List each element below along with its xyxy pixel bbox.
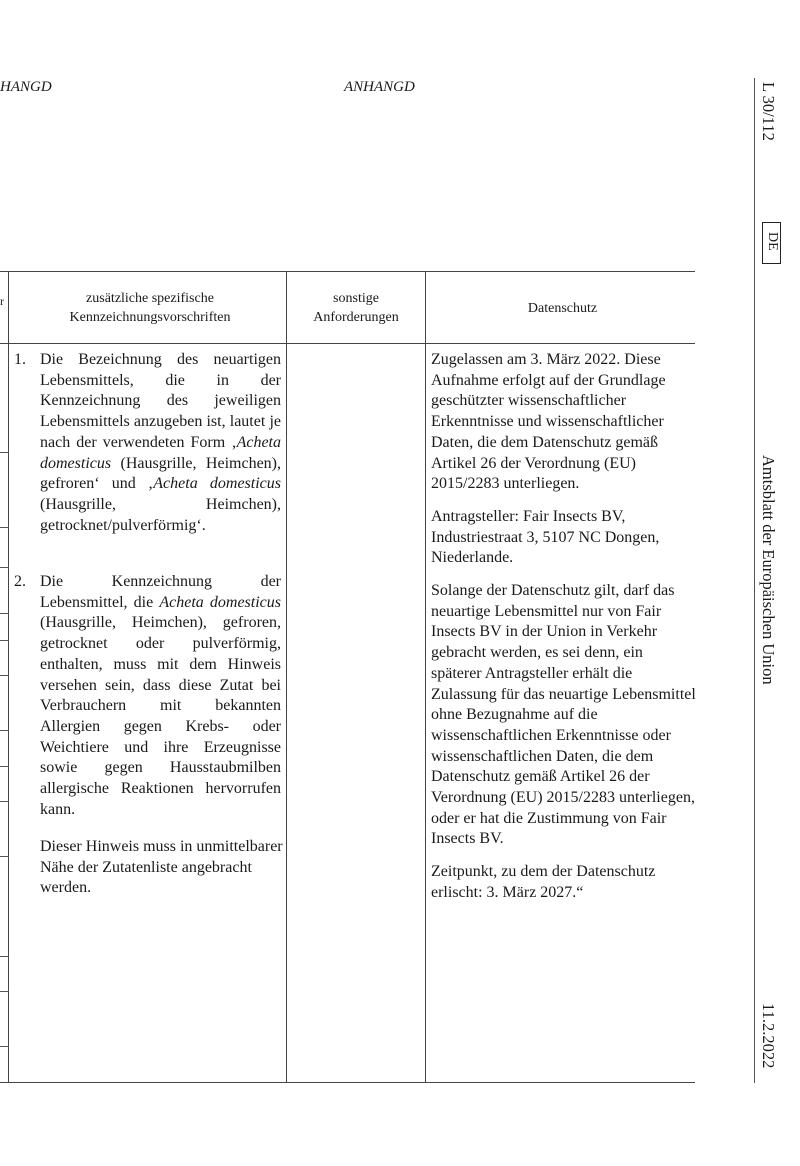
row-tick (0, 527, 9, 528)
row-tick (0, 956, 9, 957)
row-tick (0, 640, 9, 641)
column-divider-3 (425, 271, 426, 1083)
header-labelling-text: zusätzliche spezifische Kennzeichnungsvorschriften (69, 291, 231, 325)
note-text: Dieser Hinweis muss in unmittelbarer Nähe der Zutatenliste angebracht werden. (40, 838, 283, 897)
annex-heading: ANHANGD (344, 79, 415, 95)
page-reference: L 30/112 (759, 82, 778, 141)
labelling-cell (14, 350, 281, 536)
data-protection-cell (431, 350, 697, 904)
row-tick (0, 766, 9, 767)
row-tick (0, 856, 9, 857)
row-tick (0, 730, 9, 731)
labelling-cell-2 (14, 572, 281, 820)
exclusivity-paragraph: Solange der Datenschutz gilt, darf das neuartige Lebensmittel nur von Fair Insects BV in der Union in Verkehr gebracht werden, es sei denn, ein späterer Antragsteller erhält die Zulassung für das neuartige Lebensmittel ohne Bezugnahme auf die wissenschaftlichen Erkenntnisse oder wissenschaftlichen Daten, die dem Datenschutz gemäß Artikel 26 der Verordnung (EU) 2015/2283 unterliegen, oder er hat die Zustimmung von Fair Insects BV. (431, 582, 696, 848)
item-text: Die Bezeichnung des neuartigen Lebensmittels, die in der Kennzeichnung des jeweiligen Lebensmittels anzugeben ist, lautet je nach der verwendeten Form ‚ (40, 351, 281, 451)
header-other-text: sonstige Anforderungen (313, 291, 399, 325)
column-divider-2 (286, 271, 287, 1083)
header-left-fragment: r (0, 294, 4, 308)
header-labelling (30, 272, 270, 344)
row-tick (0, 801, 9, 802)
row-tick (0, 1046, 9, 1047)
species-name: Acheta domesticus (159, 593, 281, 611)
species-name: Acheta domesticus (153, 475, 281, 493)
row-tick (0, 991, 9, 992)
publication-date: 11.2.2022 (759, 1003, 778, 1069)
item-text: (Hausgrille, Heimchen), getrocknet/pulverförmig‘. (40, 495, 281, 534)
language-code: DE (765, 232, 780, 251)
row-tick (0, 675, 9, 676)
header-data-protection (430, 272, 695, 344)
item-text: Die Kennzeichnung der Lebensmittel, die (40, 573, 281, 611)
annex-heading-fragment: HANGD (0, 79, 52, 95)
applicant-paragraph: Antragsteller: Fair Insects BV, Industriestraat 3, 5107 NC Dongen, Niederlande. (431, 507, 660, 567)
row-tick (0, 567, 9, 568)
header-data-protection-text: Datenschutz (527, 300, 598, 316)
item-text: (Hausgrille, Heimchen), gefroren‘ und ‚ (40, 454, 281, 493)
species-name: Acheta domesticus (40, 433, 281, 472)
authorisation-paragraph: Zugelassen am 3. März 2022. Diese Aufnahme erfolgt auf der Grundlage geschützter wissenschaftlicher Erkenntnisse und wissenschaftlicher Daten, die dem Datenschutz gemäß Artikel 26 der Verordnung (EU) 2015/2283 unterliegen. (431, 351, 666, 493)
row-tick (0, 452, 9, 453)
language-badge (762, 222, 781, 264)
journal-title: Amtsblatt der Europäischen Union (759, 455, 778, 685)
table-bottom-rule (0, 1082, 695, 1083)
labelling-item-1 (14, 350, 281, 536)
item-text: (Hausgrille, Heimchen), gefroren, getrocknet oder pulverförmig, enthalten, muss mit dem Hinweis versehen sein, dass diese Zutat bei Verbrauchern mit bekannten Allergien gegen Krebs- oder Weichtiere und ihre Erzeugnisse sowie gegen Hausstaubmilben allergische Reaktionen hervorrufen kann. (40, 614, 281, 818)
labelling-item-2 (14, 572, 281, 820)
item-number: 1. (14, 351, 26, 368)
item-number: 2. (14, 573, 26, 590)
row-tick (0, 613, 9, 614)
column-divider-1 (8, 271, 9, 1083)
header-other-requirements (295, 272, 417, 344)
labelling-note (40, 837, 285, 899)
margin-rule (754, 78, 755, 1083)
expiry-paragraph: Zeitpunkt, zu dem der Datenschutz erlischt: 3. März 2027.“ (431, 863, 656, 901)
